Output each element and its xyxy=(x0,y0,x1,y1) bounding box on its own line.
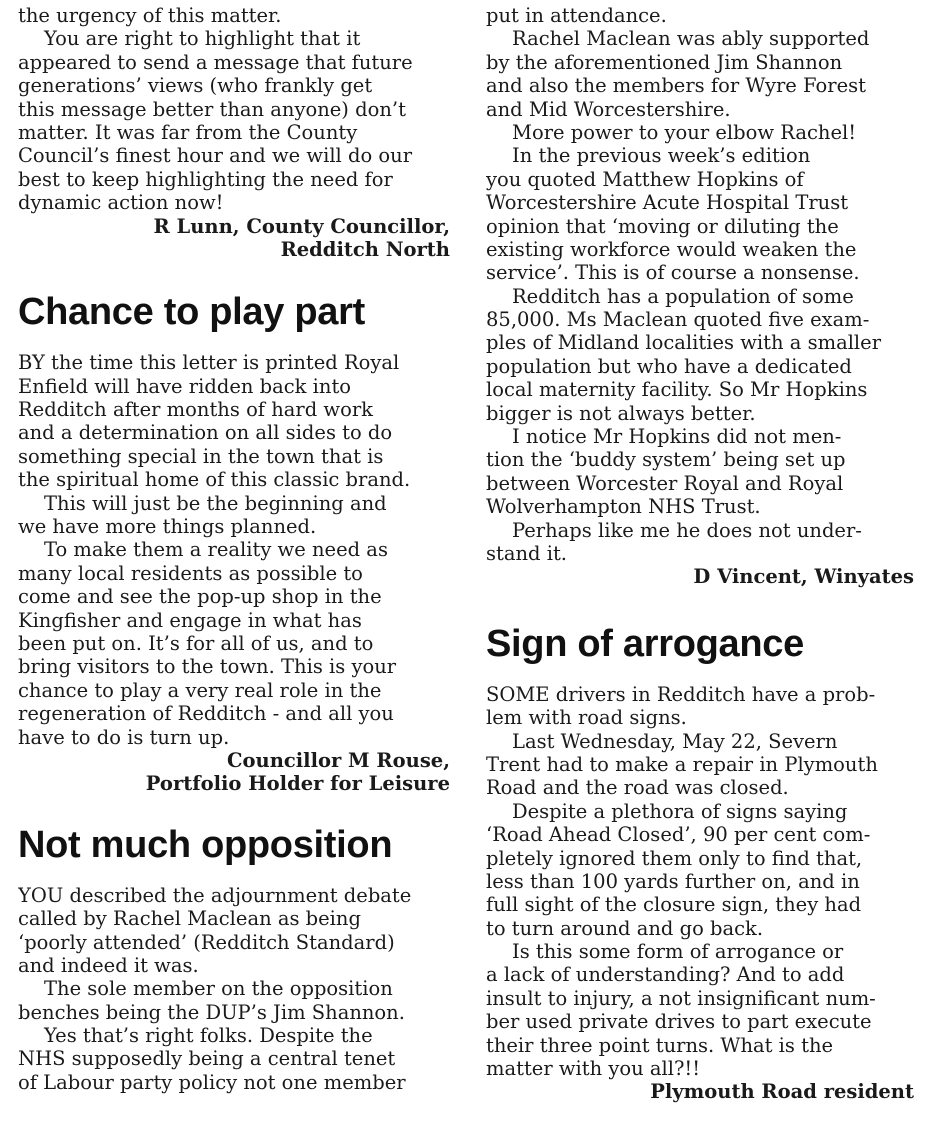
body-line: and Mid Worcestershire. xyxy=(486,97,731,121)
body-line: Trent had to make a repair in Plymouth xyxy=(486,752,878,776)
body-line: To make them a reality we need as xyxy=(44,538,388,562)
body-line: Worcestershire Acute Hospital Trust xyxy=(486,191,849,215)
body-line: generations’ views (who frankly get xyxy=(18,74,373,98)
body-line: between Worcester Royal and Royal xyxy=(486,471,844,495)
body-line: regeneration of Redditch - and all you xyxy=(18,702,394,726)
body-line: benches being the DUP’s Jim Shannon. xyxy=(18,1000,405,1024)
body-line: called by Rachel Maclean as being xyxy=(18,907,361,931)
body-line: matter with you all?!! xyxy=(486,1057,701,1081)
body-line: put in attendance. xyxy=(486,4,667,27)
signature-line: Portfolio Holder for Leisure xyxy=(145,772,450,796)
body-line: have to do is turn up. xyxy=(18,725,230,749)
signature-line: Plymouth Road resident xyxy=(650,1080,914,1104)
body-line: something special in the town that is xyxy=(18,444,384,468)
body-line: full sight of the closure sign, they had xyxy=(486,893,862,917)
signature-line: Redditch North xyxy=(280,237,450,261)
left-column xyxy=(18,4,450,1094)
body-line: chance to play a very real role in the xyxy=(18,678,382,702)
body-line: Rachel Maclean was ably supported xyxy=(512,27,870,51)
body-line: Kingfisher and engage in what has xyxy=(18,608,362,632)
headline-sign-of-arrogance: Sign of arrogance xyxy=(486,622,804,665)
body-line: BY the time this letter is printed Royal xyxy=(18,351,400,375)
body-line: service’. This is of course a nonsense. xyxy=(486,261,860,285)
body-line: Yes that’s right folks. Despite the xyxy=(44,1024,373,1048)
body-line: opinion that ‘moving or diluting the xyxy=(486,214,839,238)
body-line: appeared to send a message that future xyxy=(18,50,413,74)
letter-chance-to-play-part xyxy=(18,351,450,795)
body-line: by the aforementioned Jim Shannon xyxy=(486,50,843,74)
body-line: best to keep highlighting the need for xyxy=(18,167,393,191)
body-line: ‘Road Ahead Closed’, 90 per cent com- xyxy=(486,823,871,847)
body-line: existing workforce would weaken the xyxy=(486,237,857,261)
body-line: More power to your elbow Rachel! xyxy=(512,120,857,144)
body-line: the spiritual home of this classic brand. xyxy=(18,468,411,492)
body-line: Last Wednesday, May 22, Severn xyxy=(512,729,838,753)
body-line: local maternity facility. So Mr Hopkins xyxy=(486,378,868,402)
body-line: SOME drivers in Redditch have a prob- xyxy=(486,682,876,706)
body-line: ‘poorly attended’ (Redditch Standard) xyxy=(18,930,395,954)
body-line: this message better than anyone) don’t xyxy=(18,97,406,121)
body-line: Redditch after months of hard work xyxy=(18,398,373,422)
body-line: You are right to highlight that it xyxy=(44,27,361,51)
body-line: Road and the road was closed. xyxy=(486,776,789,800)
letter-not-much-opposition xyxy=(18,884,450,1095)
body-line: pletely ignored them only to find that, xyxy=(486,846,863,870)
letter-continuation-right xyxy=(486,4,914,589)
body-line: dynamic action now! xyxy=(18,191,224,215)
body-line: lem with road signs. xyxy=(486,706,687,730)
body-line: NHS supposedly being a central tenet xyxy=(18,1047,396,1071)
body-line: been put on. It’s for all of us, and to xyxy=(18,631,374,655)
body-line: YOU described the adjournment debate xyxy=(18,883,412,907)
body-line: ples of Midland localities with a smaller xyxy=(486,331,882,355)
body-line: many local residents as possible to xyxy=(18,561,363,585)
body-line: Wolverhampton NHS Trust. xyxy=(486,495,761,519)
body-line: a lack of understanding? And to add xyxy=(486,963,845,987)
body-line: 85,000. Ms Maclean quoted five exam- xyxy=(486,308,870,332)
headline-not-much-opposition: Not much opposition xyxy=(18,823,393,866)
body-line: insult to injury, a not insignificant num- xyxy=(486,986,876,1010)
body-line: we have more things planned. xyxy=(18,515,317,539)
body-line: and indeed it was. xyxy=(18,953,199,977)
body-line: The sole member on the opposition xyxy=(44,977,393,1001)
body-line: and a determination on all sides to do xyxy=(18,421,393,445)
signature-line: R Lunn, County Councillor, xyxy=(153,214,450,238)
body-line: Is this some form of arrogance or xyxy=(512,940,844,964)
body-line: their three point turns. What is the xyxy=(486,1033,834,1057)
body-line: bring visitors to the town. This is your xyxy=(18,655,397,679)
body-line: and also the members for Wyre Forest xyxy=(486,74,866,98)
body-line: Perhaps like me he does not under- xyxy=(512,518,862,542)
body-line: the urgency of this matter. xyxy=(18,4,282,27)
body-line: Enfield will have ridden back into xyxy=(18,374,352,398)
body-line: Council’s finest hour and we will do our xyxy=(18,144,413,168)
body-line: bigger is not always better. xyxy=(486,401,756,425)
body-line: come and see the pop-up shop in the xyxy=(18,585,382,609)
body-line: matter. It was far from the County xyxy=(18,120,358,144)
letter-continuation xyxy=(18,4,450,261)
body-line: I notice Mr Hopkins did not men- xyxy=(512,425,842,449)
letter-sign-of-arrogance xyxy=(486,683,914,1104)
signature-line: D Vincent, Winyates xyxy=(693,565,914,589)
body-line: ber used private drives to part execute xyxy=(486,1010,872,1034)
body-line: In the previous week’s edition xyxy=(512,144,811,168)
headline-chance-to-play-part: Chance to play part xyxy=(18,291,365,334)
body-line: of Labour party policy not one member xyxy=(18,1070,406,1094)
body-line: you quoted Matthew Hopkins of xyxy=(486,167,804,191)
body-line: Despite a plethora of signs saying xyxy=(512,799,848,823)
body-line: tion the ‘buddy system’ being set up xyxy=(486,448,846,472)
body-line: to turn around and go back. xyxy=(486,916,764,940)
body-line: population but who have a dedicated xyxy=(486,354,852,378)
body-line: less than 100 yards further on, and in xyxy=(486,869,860,893)
signature-line: Councillor M Rouse, xyxy=(227,748,450,772)
right-column xyxy=(486,4,914,1104)
body-line: This will just be the beginning and xyxy=(44,491,387,515)
body-line: stand it. xyxy=(486,541,567,565)
body-line: Redditch has a population of some xyxy=(512,284,854,308)
